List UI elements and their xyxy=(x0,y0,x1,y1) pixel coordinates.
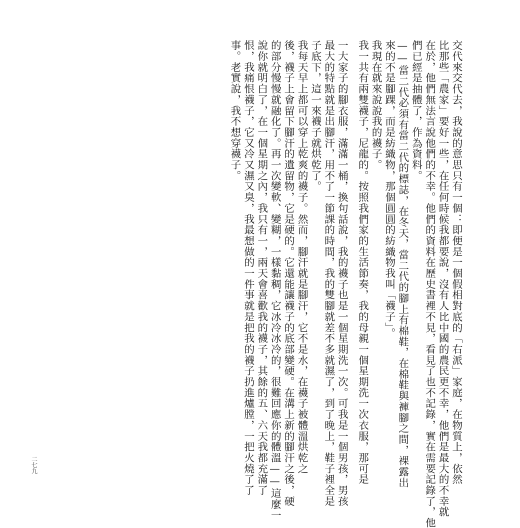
text-column: 後，襪子上會留下腳汗的遺留物，它是硬的。它還能讓襪子的底部變硬。在溝上新的腳汗之後，硬 xyxy=(282,40,295,507)
text-column: 我一共有兩雙襪子，尼龍的。按照我們家的生活節奏，我的母親一個星期洗一次衣服，那可是 xyxy=(356,40,369,485)
text-column: 最大的特點就是出腳汗，用不了一節課的時間，我的雙腳就差不多就濕了，到了晚上，鞋子裡全是 xyxy=(322,40,335,507)
text-column: 一大家子的腳衣服，滿滿一桶，換句話說，我的襪子也是一個星期洗一次。可我是一個男孩，男孩 xyxy=(335,40,348,507)
text-column: 比那些「農家」要好一些，在任何時候我都要說，沒有人比中國的農民更不幸，他們是最大的不幸就 xyxy=(436,40,449,518)
text-column: 我每天早上都可以穿上乾爽的襪子。然而，腳汗就是腳汗，它不是水，在襪子被體溫烘乾之 xyxy=(295,40,308,474)
vertical-text-body xyxy=(227,40,462,528)
text-column: 們已經是抽體了，作為資料。 xyxy=(409,40,422,182)
text-column: 說你就明白了，在一個星期之內，我只有一，兩天會喜歡我的襪子，其餘的五、六天我都充滿了 xyxy=(255,40,268,496)
page-number: 二七九 xyxy=(30,456,37,474)
text-column: 交代來交代去，我說的意思只有一個：即便是一個假相對底的「右派」家庭，在物質上，依然 xyxy=(450,40,462,485)
text-column: 在於，他們無法言說他們的不幸。他們的資料在歷史書裡不見，看見了也不記錄，實在需要記錄了，他 xyxy=(423,40,436,528)
text-column: 子底下，這一來襪子就烘乾了。 xyxy=(308,40,321,192)
text-column: 的部分慢慢就融化了。再一次變軟、變糊，一樣黏稠，它冰冷冰冷的，很難回應你的體溫——這麼一 xyxy=(268,40,281,521)
text-column: 我現在就來說說我的襪子。 xyxy=(369,40,382,171)
text-column: 恨，我痛恨襪子，它又冷又濕又臭，我最想做的一件事就是把我的襪子扔進爐膛，一把火燒了了 xyxy=(241,40,254,496)
text-column: 來的不是腳踝，而是紡織物，那個圓圓的紡織物我叫「襪子」。 xyxy=(382,40,395,339)
text-column: 事。老實說，我不想穿襪子。 xyxy=(228,40,241,182)
text-column: ——當二代必須有當二代的標誌，在冬天，當二代的腳上有棉鞋，在棉鞋與褲腳之間，裸露出 xyxy=(396,40,409,489)
